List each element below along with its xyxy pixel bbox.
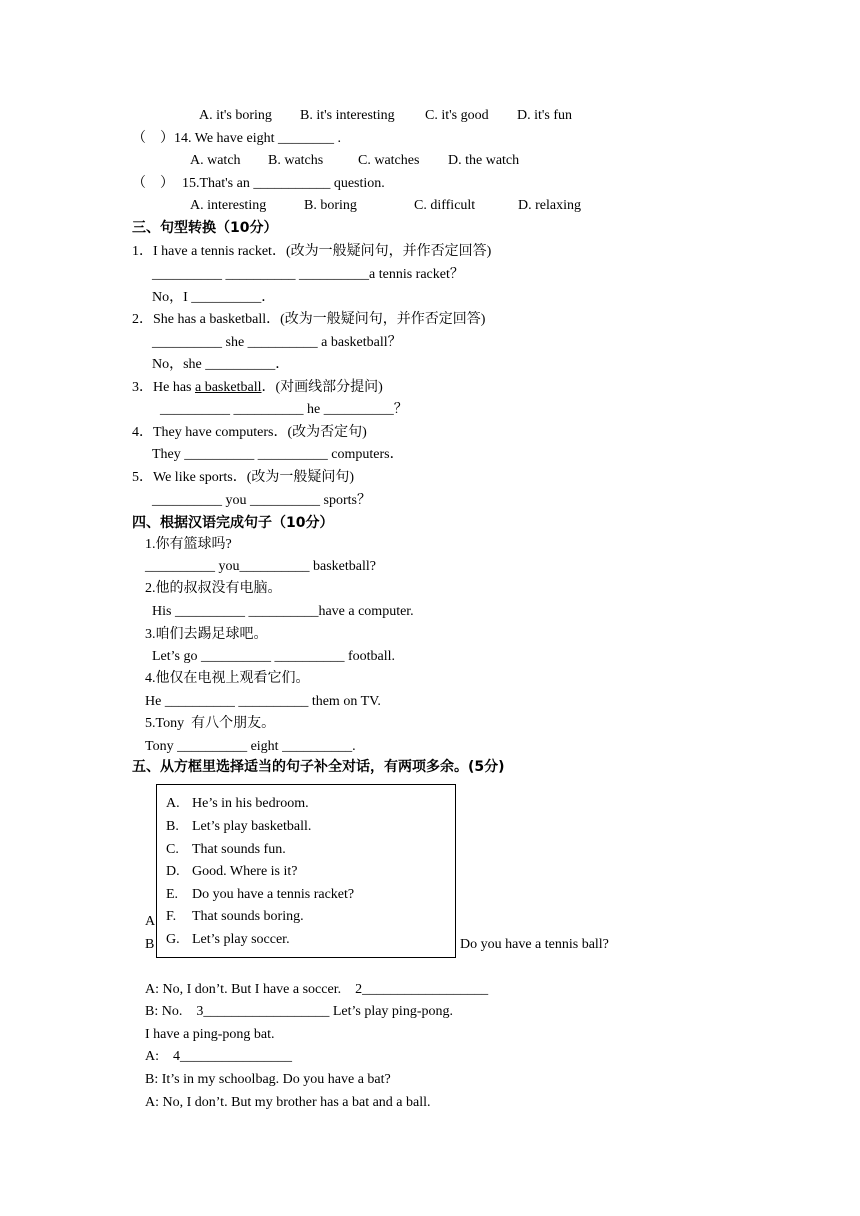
q15-option-d: D. relaxing xyxy=(518,198,581,213)
box-option-b-text: Let’s play basketball. xyxy=(192,819,312,834)
box-option-a-text: He’s in his bedroom. xyxy=(192,796,309,811)
s3-q3 xyxy=(132,379,383,397)
s3-q3-underlined: a basketball xyxy=(195,380,262,395)
s3-q3-post: ．(对画线部分提问) xyxy=(261,380,383,395)
box-option-e xyxy=(166,886,354,904)
dialog-line: A: No, I don’t. But my brother has a bat and a ball. xyxy=(145,1095,431,1110)
dialog-line: A: 4________________ xyxy=(145,1049,292,1064)
q15-text: 15.That's an ___________ question. xyxy=(182,176,385,191)
s4-q2-en: His __________ __________have a computer. xyxy=(152,604,414,619)
q14-option-b: B. watchs xyxy=(268,153,324,168)
dialog-line-b-tail: Do you have a tennis ball? xyxy=(460,937,609,952)
s4-q1-en: __________ you__________ basketball? xyxy=(145,559,376,574)
s3-q1: 1．I have a tennis racket．(改为一般疑问句，并作否定回答) xyxy=(132,244,492,259)
dialog-line: I have a ping-pong bat. xyxy=(145,1027,275,1042)
dialog-speaker-b-hidden: B xyxy=(145,937,155,952)
box-option-d-text: Good. Where is it? xyxy=(192,864,298,879)
s3-q4: 4．They have computers．(改为否定句) xyxy=(132,425,367,440)
box-option-e-letter: E. xyxy=(166,887,179,902)
box-option-g xyxy=(166,931,290,949)
q15-option-b: B. boring xyxy=(304,198,357,213)
box-option-b xyxy=(166,818,311,836)
s3-q3-pre: 3．He has xyxy=(132,380,195,395)
q14-option-a: A. watch xyxy=(190,153,241,168)
section5-heading: 五、从方框里选择适当的句子补全对话，有两项多余。(5分) xyxy=(132,759,505,775)
q14-option-d: D. the watch xyxy=(448,153,520,168)
s3-q1-response-line: No，I __________． xyxy=(152,290,276,305)
s3-q2-response-line: No，she __________． xyxy=(152,357,290,372)
q13-option-c: C. it's good xyxy=(425,108,489,123)
box-option-a xyxy=(166,795,309,813)
s4-q4-cn: 4.他仅在电视上观看它们。 xyxy=(145,671,310,686)
q13-option-a: A. it's boring xyxy=(199,108,272,123)
q13-option-d: D. it's fun xyxy=(517,108,573,123)
s4-q3-en: Let’s go __________ __________ football. xyxy=(152,649,396,664)
box-option-d-letter: D. xyxy=(166,864,180,879)
box-option-a-letter: A. xyxy=(166,796,180,811)
q15-option-a: A. interesting xyxy=(190,198,267,213)
s4-q3-cn: 3.咱们去踢足球吧。 xyxy=(145,627,268,642)
dialog-speaker-a-hidden: A xyxy=(145,914,156,929)
box-option-b-letter: B. xyxy=(166,819,179,834)
q14-option-c: C. watches xyxy=(358,153,420,168)
s4-q5-cn: 5.Tony 有八个朋友。 xyxy=(145,716,276,731)
q14-text: 14. We have eight ________ . xyxy=(174,131,341,146)
s3-q2-answer-line: __________ she __________ a basketball？ xyxy=(152,335,402,350)
box-option-c-text: That sounds fun. xyxy=(192,842,286,857)
s3-q3-answer-line: __________ __________ he __________？ xyxy=(160,402,408,417)
box-option-e-text: Do you have a tennis racket? xyxy=(192,887,355,902)
q13-option-b: B. it's interesting xyxy=(300,108,395,123)
s3-q5-answer-line: __________ you __________ sports？ xyxy=(152,493,371,508)
s3-q2: 2．She has a basketball．(改为一般疑问句，并作否定回答) xyxy=(132,312,486,327)
dialog-line: A: No, I don’t. But I have a soccer. 2__________________ xyxy=(145,982,489,997)
s4-q1-cn: 1.你有篮球吗? xyxy=(145,537,232,552)
q15-paren: （ ） xyxy=(132,176,174,191)
s3-q1-answer-line: __________ __________ __________a tennis racket？ xyxy=(152,267,464,282)
box-option-g-letter: G. xyxy=(166,932,180,947)
section3-heading: 三、句型转换（10分） xyxy=(132,220,278,236)
dialog-line: B: It’s in my schoolbag. Do you have a bat? xyxy=(145,1072,391,1087)
section4-heading: 四、根据汉语完成句子（10分） xyxy=(132,515,334,531)
s3-q4-answer-line: They __________ __________ computers． xyxy=(152,447,404,462)
q15-option-c: C. difficult xyxy=(414,198,476,213)
s4-q4-en: He __________ __________ them on TV. xyxy=(145,694,381,709)
dialog-line: B: No. 3__________________ Let’s play ping-pong. xyxy=(145,1004,453,1019)
s4-q5-en: Tony __________ eight __________. xyxy=(145,739,356,754)
s4-q2-cn: 2.他的叔叔没有电脑。 xyxy=(145,581,282,596)
box-option-f-text: That sounds boring. xyxy=(192,909,304,924)
box-option-c-letter: C. xyxy=(166,842,179,857)
q14-paren: （ ） xyxy=(132,131,174,146)
box-option-d xyxy=(166,863,298,881)
box-option-f-letter: F. xyxy=(166,909,177,924)
box-option-f xyxy=(166,908,304,926)
s3-q5: 5．We like sports．(改为一般疑问句) xyxy=(132,470,355,485)
box-option-c xyxy=(166,841,286,859)
box-option-g-text: Let’s play soccer. xyxy=(192,932,290,947)
